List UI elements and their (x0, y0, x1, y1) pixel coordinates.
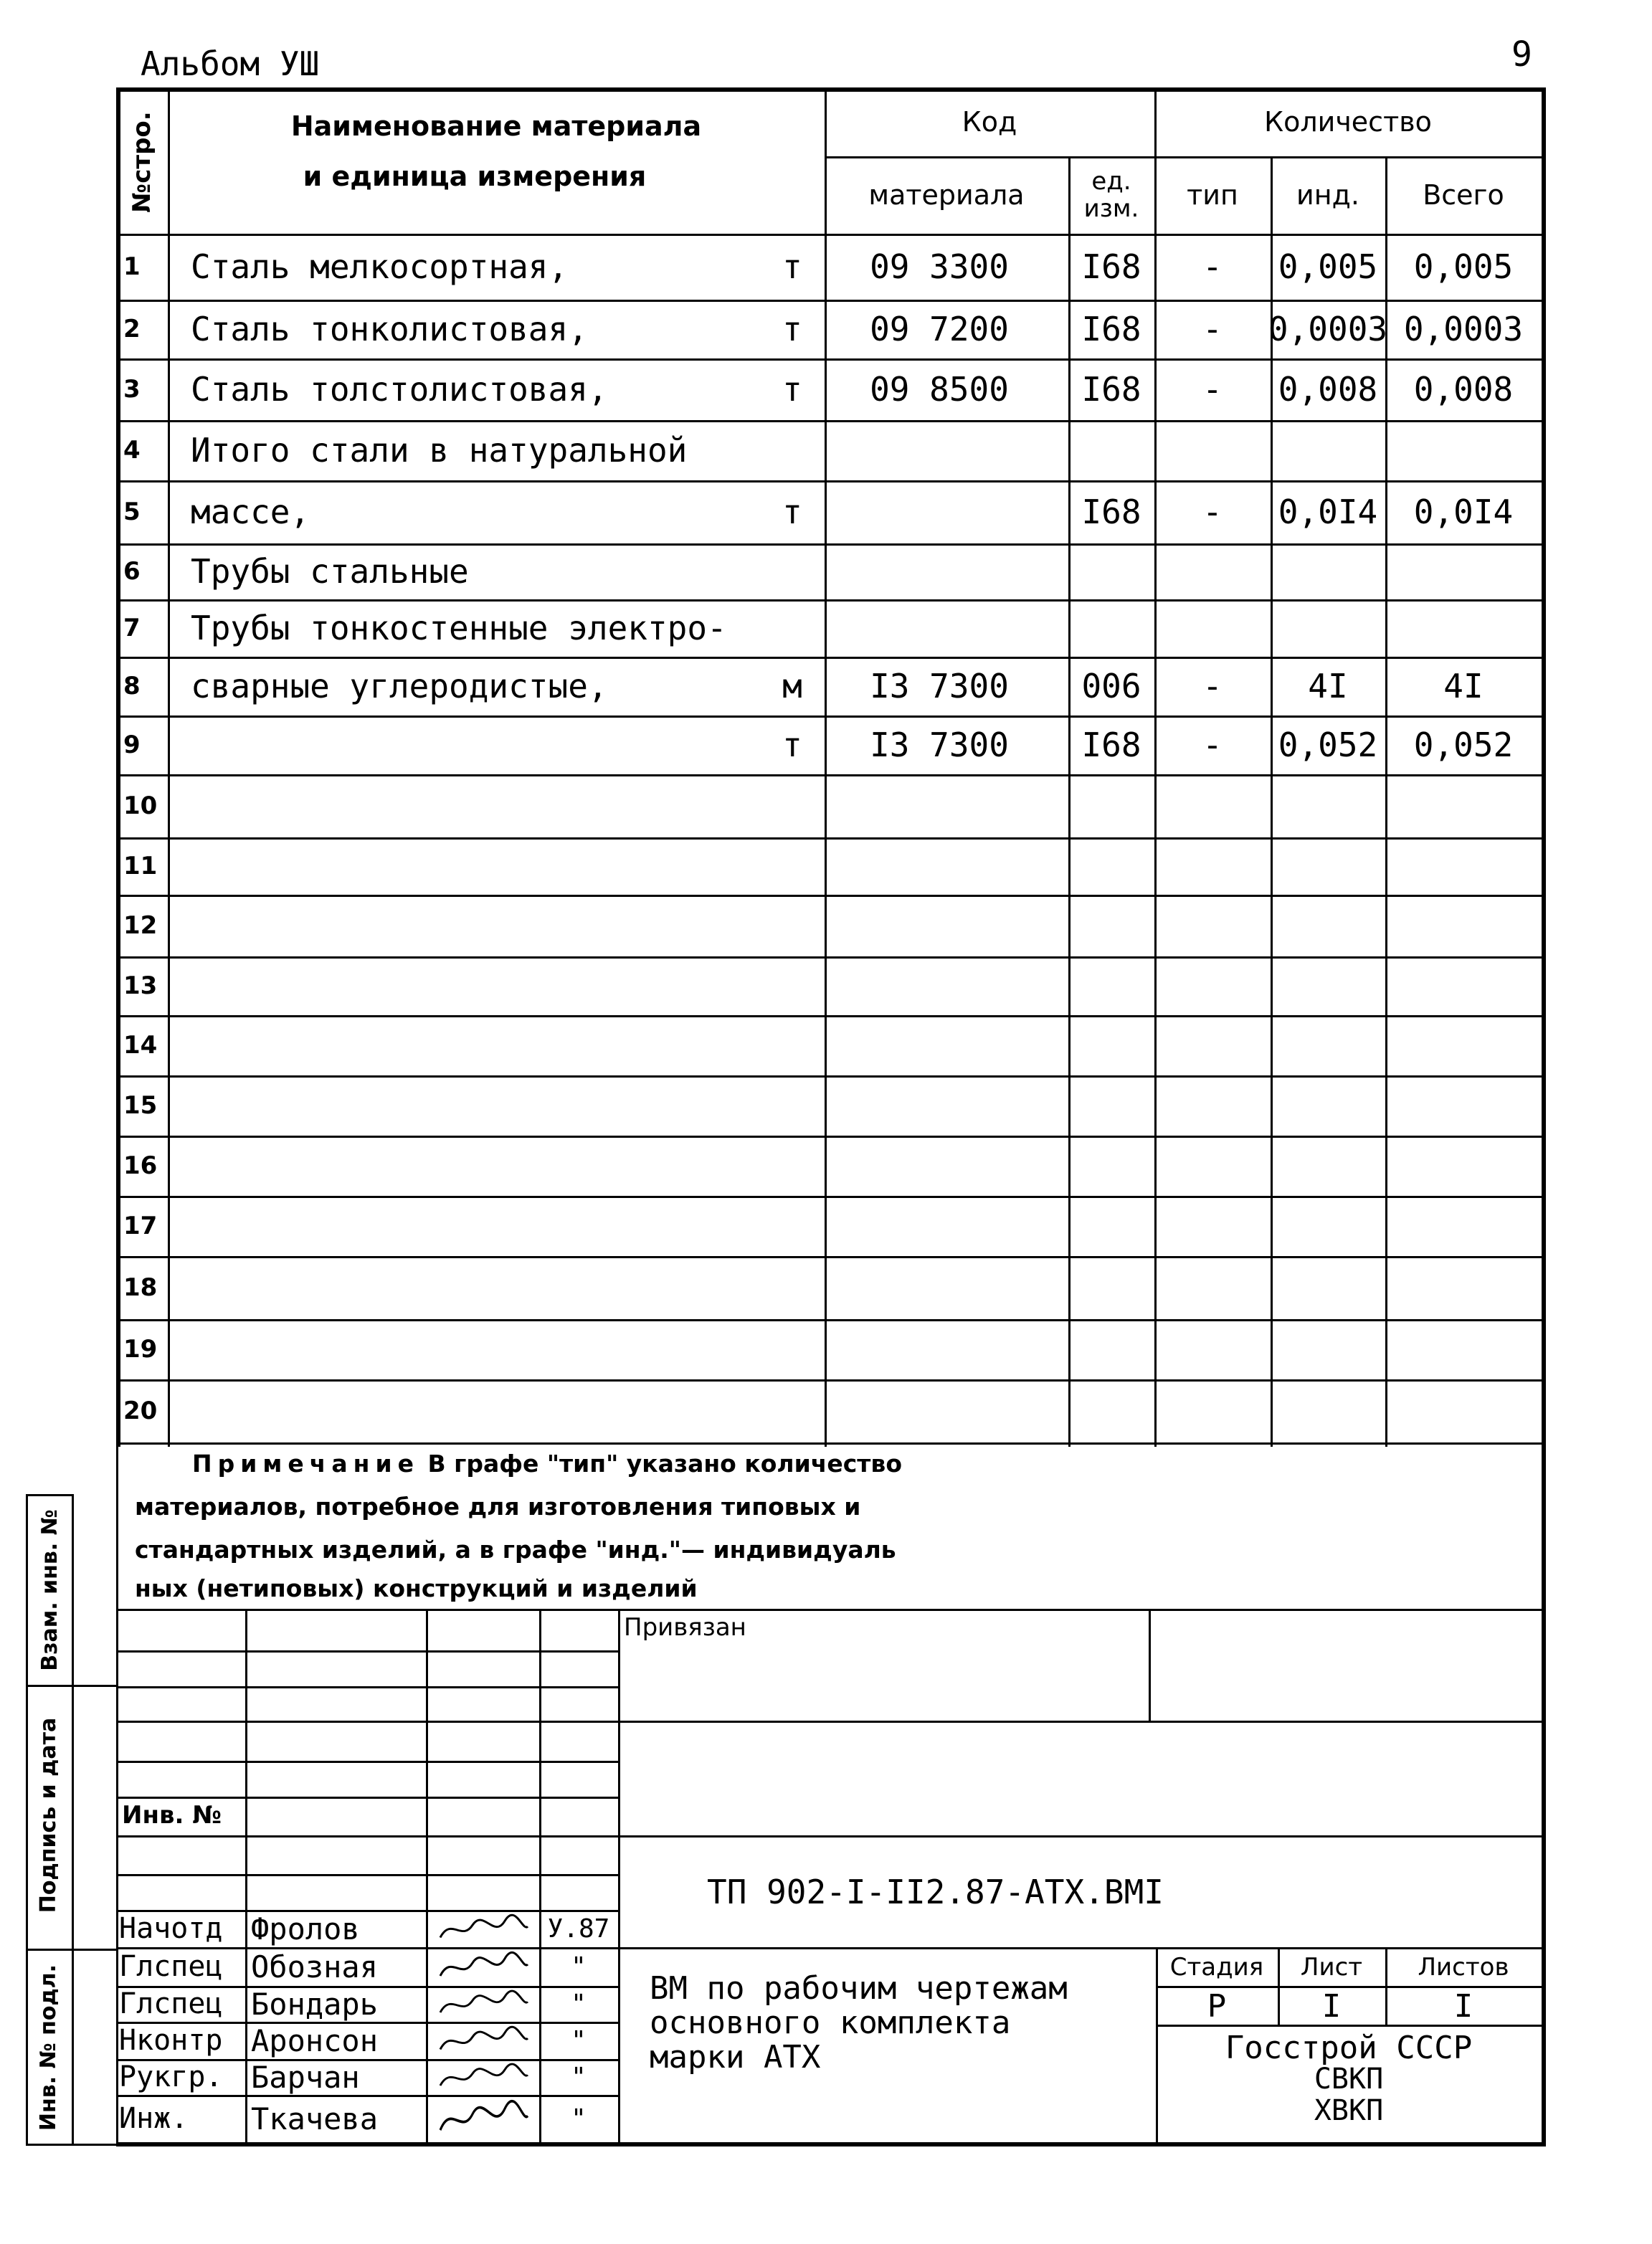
unit-code (1068, 420, 1154, 480)
unit-of-measure (760, 420, 825, 480)
signer-date: " (571, 2103, 587, 2134)
qty-type (1154, 1015, 1271, 1075)
row-number: 6 (123, 557, 141, 586)
unit-of-measure (760, 599, 825, 657)
unit-of-measure (760, 1379, 825, 1442)
privyazan-label: Привязан (624, 1613, 746, 1642)
material-code (825, 956, 1068, 1015)
signature-mark (433, 1911, 533, 1946)
qty-ind (1271, 1196, 1385, 1256)
qty-total (1385, 837, 1542, 895)
qty-ind (1271, 599, 1385, 657)
signer-name: Фролов (251, 1911, 360, 1946)
qty-type: - (1202, 247, 1223, 286)
row-number: 11 (123, 852, 158, 880)
row-number: 18 (123, 1273, 158, 1302)
qty-type (1154, 543, 1271, 599)
unit-code (1068, 1379, 1154, 1442)
org-line-1: Госстрой СССР (1225, 2029, 1473, 2066)
qty-total (1385, 599, 1542, 657)
row-number: 9 (123, 731, 141, 759)
material-code: I3 7300 (870, 726, 1009, 764)
material-code: 09 3300 (870, 247, 1009, 286)
row-number: 16 (123, 1151, 158, 1180)
qty-total (1385, 1196, 1542, 1256)
qty-total: 0,0003 (1403, 310, 1524, 348)
material-code (825, 420, 1068, 480)
unit-code (1068, 1256, 1154, 1319)
material-name (191, 774, 764, 837)
unit-of-measure (760, 543, 825, 599)
material-name: Сталь тонколистовая, (191, 310, 588, 348)
qty-total (1385, 1015, 1542, 1075)
qty-total (1385, 1256, 1542, 1319)
unit-code (1068, 599, 1154, 657)
qty-ind: 0,0003 (1268, 310, 1388, 348)
signer-name: Ткачева (251, 2101, 379, 2136)
page-number: 9 (1511, 34, 1532, 75)
qty-ind (1271, 1319, 1385, 1379)
material-code (825, 895, 1068, 956)
org-line-2: СВКП (1314, 2063, 1384, 2096)
qty-type (1154, 895, 1271, 956)
signature-mark (433, 2096, 533, 2141)
material-name (191, 1256, 764, 1319)
qty-type (1154, 1196, 1271, 1256)
qty-ind: 0,008 (1278, 370, 1378, 409)
unit-code (1068, 956, 1154, 1015)
material-name (191, 1136, 764, 1196)
signature-mark (433, 2060, 533, 2093)
unit-code (1068, 1196, 1154, 1256)
material-name (191, 837, 764, 895)
col-qty-ind-header: инд. (1296, 179, 1359, 211)
side-label-inv-podl: Инв. № подл. (35, 1964, 61, 2131)
qty-total (1385, 895, 1542, 956)
col-qty-type-header: тип (1187, 179, 1238, 211)
qty-type (1154, 774, 1271, 837)
qty-total: 4I (1443, 667, 1484, 705)
material-name: Итого стали в натуральной (191, 431, 688, 470)
qty-total (1385, 956, 1542, 1015)
qty-ind (1271, 774, 1385, 837)
unit-of-measure (760, 1319, 825, 1379)
material-name (191, 1015, 764, 1075)
col-code-unit-header: ед. изм. (1083, 167, 1139, 223)
note-line-1: Примечание В графе "тип" указано количество (192, 1450, 902, 1478)
row-number: 10 (123, 791, 158, 820)
unit-of-measure (760, 1196, 825, 1256)
sheet-value: I (1321, 1987, 1342, 2025)
col-name-header-line2: и единица измерения (303, 161, 647, 192)
note-line-3: стандартных изделий, а в графе "инд."— индивидуаль (135, 1536, 896, 1564)
qty-type: - (1202, 370, 1223, 409)
unit-code: I68 (1081, 247, 1141, 286)
material-code: 09 7200 (870, 310, 1009, 348)
qty-total: 0,005 (1413, 247, 1514, 286)
qty-type (1154, 599, 1271, 657)
signer-name: Обозная (251, 1949, 379, 1984)
unit-code (1068, 774, 1154, 837)
row-number: 12 (123, 911, 158, 940)
unit-of-measure (760, 1256, 825, 1319)
qty-ind: 0,052 (1278, 726, 1378, 764)
qty-type (1154, 1379, 1271, 1442)
signer-name: Барчан (251, 2059, 360, 2095)
material-code: 09 8500 (870, 370, 1009, 409)
qty-ind (1271, 1379, 1385, 1442)
row-number: 8 (123, 672, 141, 700)
material-code (825, 774, 1068, 837)
qty-ind (1271, 1136, 1385, 1196)
qty-type (1154, 1075, 1271, 1136)
signer-date: " (571, 2025, 587, 2055)
material-name: Сталь толстолистовая, (191, 370, 608, 409)
qty-total: 0,0I4 (1413, 493, 1514, 531)
row-number: 4 (123, 436, 141, 465)
inv-no-label: Инв. № (122, 1801, 222, 1830)
qty-total (1385, 420, 1542, 480)
col-name-header-line1: Наименование материала (290, 110, 702, 142)
row-number: 19 (123, 1335, 158, 1364)
material-code (825, 599, 1068, 657)
material-code (825, 1379, 1068, 1442)
signer-name: Аронсон (251, 2022, 379, 2058)
unit-code: I68 (1081, 370, 1141, 409)
stage-label: Стадия (1169, 1953, 1264, 1982)
org-line-3: ХВКП (1314, 2094, 1384, 2127)
unit-code: I68 (1081, 310, 1141, 348)
qty-ind (1271, 1015, 1385, 1075)
description-line-1: ВМ по рабочим чертежам (650, 1970, 1068, 2007)
qty-total (1385, 1075, 1542, 1136)
qty-total: 0,008 (1413, 370, 1514, 409)
unit-code (1068, 895, 1154, 956)
material-code (825, 1196, 1068, 1256)
unit-of-measure (760, 956, 825, 1015)
unit-code (1068, 1136, 1154, 1196)
unit-code (1068, 1015, 1154, 1075)
qty-type (1154, 1256, 1271, 1319)
qty-type: - (1202, 310, 1223, 348)
description-line-2: основного комплекта (650, 2005, 1011, 2041)
unit-of-measure (760, 1075, 825, 1136)
qty-type (1154, 1319, 1271, 1379)
signature-mark (433, 2023, 533, 2058)
stage-value: Р (1207, 1987, 1227, 2025)
row-number: 5 (123, 498, 141, 526)
qty-ind (1271, 1256, 1385, 1319)
material-code (825, 543, 1068, 599)
material-code (825, 1015, 1068, 1075)
material-name (191, 1379, 764, 1442)
qty-type: - (1202, 726, 1223, 764)
unit-code: 006 (1081, 667, 1141, 705)
material-name (191, 956, 764, 1015)
signer-date: У.87 (547, 1913, 610, 1944)
qty-total: 0,052 (1413, 726, 1514, 764)
unit-of-measure: т (782, 726, 802, 764)
qty-type (1154, 956, 1271, 1015)
unit-of-measure (760, 1015, 825, 1075)
material-name: Сталь мелкосортная, (191, 247, 569, 286)
row-number: 1 (123, 252, 141, 281)
row-number: 3 (123, 375, 141, 404)
note-line-4: ных (нетиповых) конструкций и изделий (135, 1574, 698, 1602)
unit-of-measure (760, 1136, 825, 1196)
material-name (191, 1319, 764, 1379)
row-number: 13 (123, 971, 158, 1000)
unit-code (1068, 837, 1154, 895)
row-number: 2 (123, 315, 141, 343)
material-name (191, 1196, 764, 1256)
sheets-label: Листов (1418, 1953, 1509, 1982)
material-name: Трубы тонкостенные электро- (191, 609, 727, 647)
col-qty-total-header: Всего (1423, 179, 1504, 211)
unit-of-measure: т (782, 247, 802, 286)
unit-of-measure (760, 774, 825, 837)
col-code-material-header: материала (868, 179, 1025, 211)
material-code (825, 1319, 1068, 1379)
qty-ind: 0,005 (1278, 247, 1378, 286)
material-name: Трубы стальные (191, 552, 469, 591)
qty-type: - (1202, 667, 1223, 705)
qty-total (1385, 774, 1542, 837)
unit-of-measure: т (782, 370, 802, 409)
col-quantity-header: Количество (1264, 106, 1432, 138)
note-line-2: материалов, потребное для изготовления типовых и (135, 1493, 861, 1521)
signer-role: Рукгр. (119, 2060, 223, 2093)
qty-type (1154, 1136, 1271, 1196)
signature-mark (433, 1949, 533, 1984)
unit-code (1068, 543, 1154, 599)
document-code: ТП 902-I-II2.87-АТХ.ВМI (707, 1873, 1164, 1911)
unit-of-measure: т (782, 493, 802, 531)
qty-total (1385, 543, 1542, 599)
signer-role: Начотд (119, 1912, 223, 1945)
material-name (191, 1075, 764, 1136)
material-code (825, 480, 1068, 543)
description-line-3: марки АТХ (650, 2039, 821, 2076)
material-code: I3 7300 (870, 667, 1009, 705)
material-code (825, 1256, 1068, 1319)
material-name (191, 895, 764, 956)
signer-role: Глспец (119, 1987, 223, 2020)
qty-ind (1271, 1075, 1385, 1136)
qty-type (1154, 420, 1271, 480)
signer-name: Бондарь (251, 1986, 379, 2022)
unit-code: I68 (1081, 726, 1141, 764)
row-number: 14 (123, 1031, 158, 1060)
qty-ind (1271, 543, 1385, 599)
qty-ind (1271, 956, 1385, 1015)
material-code (825, 837, 1068, 895)
qty-ind (1271, 420, 1385, 480)
qty-ind: 0,0I4 (1278, 493, 1378, 531)
material-code (825, 1075, 1068, 1136)
sheet-label: Лист (1300, 1953, 1363, 1982)
row-number: 15 (123, 1091, 158, 1120)
unit-code (1068, 1075, 1154, 1136)
unit-code (1068, 1319, 1154, 1379)
row-number: 20 (123, 1397, 158, 1425)
album-label: Альбом УШ (141, 44, 320, 83)
unit-code: I68 (1081, 493, 1141, 531)
sheets-value: I (1453, 1987, 1473, 2025)
material-code (825, 1136, 1068, 1196)
signer-date: " (571, 1989, 587, 2019)
signature-mark (433, 1987, 533, 2020)
qty-type: - (1202, 493, 1223, 531)
qty-ind: 4I (1308, 667, 1348, 705)
col-row-number-header: №стро. (128, 111, 156, 213)
qty-total (1385, 1136, 1542, 1196)
qty-total (1385, 1379, 1542, 1442)
signer-role: Нконтр (119, 2024, 223, 2057)
signer-date: " (571, 2062, 587, 2092)
unit-of-measure (760, 837, 825, 895)
side-label-podpis: Подпись и дата (35, 1717, 61, 1913)
row-number: 17 (123, 1212, 158, 1240)
qty-ind (1271, 895, 1385, 956)
signer-role: Инж. (119, 2102, 189, 2135)
qty-ind (1271, 837, 1385, 895)
col-code-header: Код (962, 106, 1017, 138)
material-name (191, 715, 764, 774)
signer-role: Глспец (119, 1950, 223, 1983)
unit-of-measure: т (782, 310, 802, 348)
side-label-vzam: Взам. инв. № (37, 1509, 62, 1671)
material-name: сварные углеродистые, (191, 667, 608, 705)
qty-type (1154, 837, 1271, 895)
qty-total (1385, 1319, 1542, 1379)
row-number: 7 (123, 614, 141, 642)
unit-of-measure: м (782, 667, 802, 705)
unit-of-measure (760, 895, 825, 956)
signer-date: " (571, 1951, 587, 1982)
material-name: массе, (191, 493, 310, 531)
